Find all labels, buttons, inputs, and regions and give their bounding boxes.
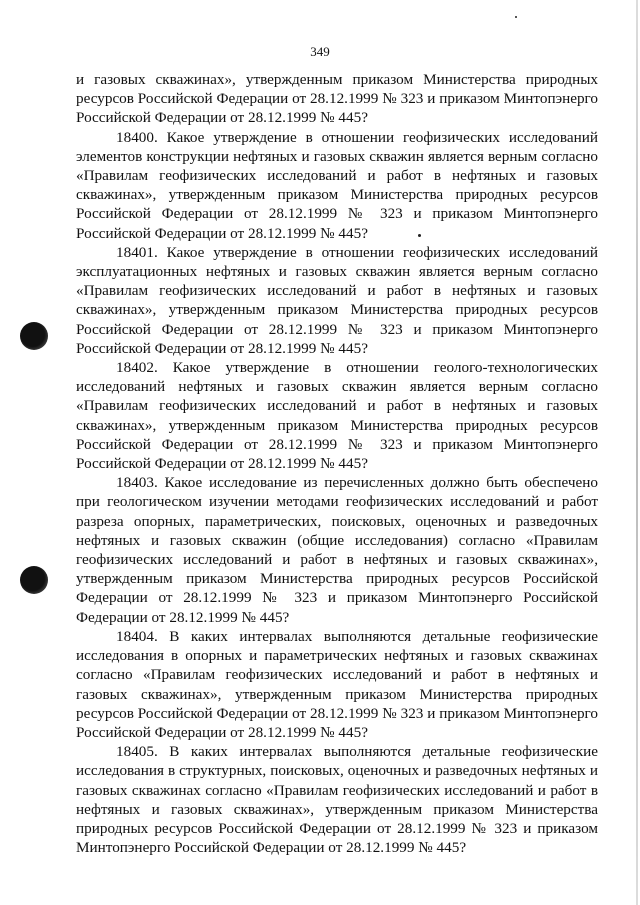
scan-speck [515, 16, 517, 18]
paragraph-18402: 18402. Какое утверждение в отношении геолого-технологических исследований нефтяных и газовых скважин является верным согласно «Правилам геофизических исследований и работ в нефтяных и газовых скважинах», утвержденным приказом Министерства природных ресурсов Российской Федерации от 28.12.1999 № 323 и приказом Минтопэнерго Российской Федерации от 28.12.1999 № 445? [76, 359, 598, 473]
paragraph-18401: 18401. Какое утверждение в отношении геофизических исследований эксплуатационных нефтяных и газовых скважин является верным согласно «Правилам геофизических исследований и работ в нефтяных и газовых скважинах», утвержденным приказом Министерства природных ресурсов Российской Федерации от 28.12.1999 № 323 и приказом Минтопэнерго Российской Федерации от 28.12.1999 № 445? [76, 243, 598, 357]
paragraph-18405: 18405. В каких интервалах выполняются детальные геофизические исследования в структурных, поисковых, оценочных и разведочных нефтяных и газовых скважинах согласно «Правилам геофизических исследований и работ в нефтяных и газовых скважинах», утвержденным приказом Министерства природных ресурсов Российской Федерации от 28.12.1999 № 323 и приказом Минтопэнерго Российской Федерации от 28.12.1999 № 445? [76, 743, 598, 857]
page-edge-shadow [636, 0, 638, 905]
paragraph-18403: 18403. Какое исследование из перечисленных должно быть обеспечено при геологическом изучении методами геофизических исследований и работ разреза опорных, параметрических, поисковых, оценочных и разведочных нефтяных и газовых скважин (общие исследования) согласно «Правилам геофизических исследований и работ в нефтяных и газовых скважинах», утвержденным приказом Министерства природных ресурсов Российской Федерации от 28.12.1999 № 323 и приказом Минтопэнерго Российской Федерации от 28.12.1999 № 445? [76, 474, 598, 626]
scan-speck [418, 234, 421, 237]
paragraph-18400: 18400. Какое утверждение в отношении геофизических исследований элементов конструкции нефтяных и газовых скважин является верным согласно «Правилам геофизических исследований и работ в нефтяных и газовых скважинах», утвержденным приказом Министерства природных ресурсов Российской Федерации от 28.12.1999 № 323 и приказом Минтопэнерго Российской Федерации от 28.12.1999 № 445? [76, 128, 598, 242]
paragraph-18404: 18404. В каких интервалах выполняются детальные геофизические исследования в опорных и параметрических нефтяных и газовых скважинах согласно «Правилам геофизических исследований и работ в нефтяных и газовых скважинах», утвержденным приказом Министерства природных ресурсов Российской Федерации от 28.12.1999 № 323 и приказом Минтопэнерго Российской Федерации от 28.12.1999 № 445? [76, 627, 598, 741]
punch-hole-icon [20, 566, 48, 594]
page-number: 349 [310, 44, 330, 59]
paragraph-continuation: и газовых скважинах», утвержденным приказом Министерства природных ресурсов Российской Федерации от 28.12.1999 № 323 и приказом Минтопэнерго Российской Федерации от 28.12.1999 № 445? [76, 71, 598, 127]
document-body [76, 70, 598, 857]
punch-hole-icon [20, 322, 48, 350]
